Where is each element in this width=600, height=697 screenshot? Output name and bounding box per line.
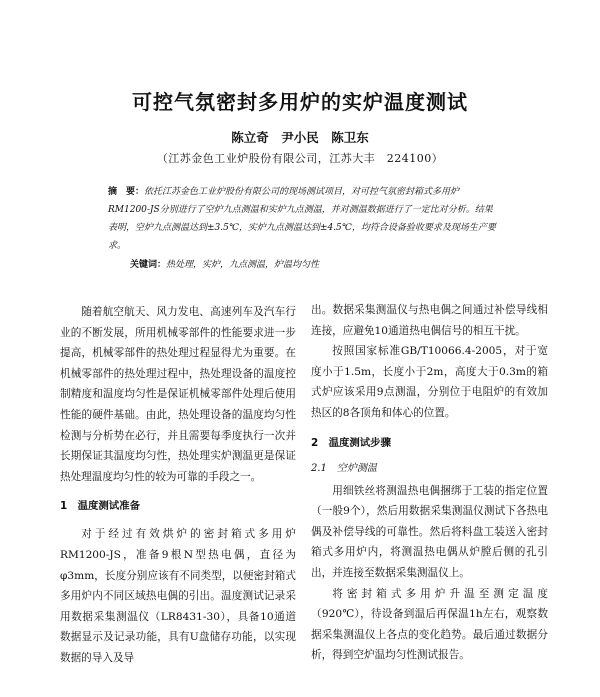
abstract-text: 依托江苏金色工业炉股份有限公司的现场测试项目，对可控气氛密封箱式多用炉RM1200-JS分别进行了空炉九点测温和实炉九点测温，并对测温数据进行了一定比对分析。结果表明，空炉九点测温达到±3.5℃，实炉九点测温达到±4.5℃，均符合设备验收要求及现场生产要求。 [108, 187, 496, 251]
abstract-label: 摘 要： [108, 187, 145, 197]
standard-paragraph: 按照国家标准GB/T10066.4-2005，对于宽度小于1.5m，长度小于2m，高度大于0.3m的箱式炉应该采用9点测温，分别位于电阻炉的有效加热区的8各顶角和体心的位置。 [311, 345, 548, 419]
heating-paragraph: 将密封箱式多用炉升温至测定温度（920℃），待设备到温后再保温1h左右，观察数据采集测温仪上各点的变化趋势。最后通过数据分析，得到空炉温均匀性测试报告。 [311, 587, 548, 662]
affiliation: （江苏金色工业炉股份有限公司，江苏大丰 224100） [156, 152, 444, 165]
authors: 陈立奇 尹小民 陈卫东 [231, 130, 369, 145]
paper-title: 可控气氛密封多用炉的实炉温度测试 [132, 90, 468, 114]
section-heading-2: 2 温度测试步骤 [311, 436, 391, 449]
abstract [108, 183, 500, 255]
intro-paragraph: 随着航空航天、风力发电、高速列车及汽车行业的不断发展，所用机械零部件的性能要求进一步提高，机械零部件的热处理过程显得尤为重要。在机械零部件的热处理过程中，热处理设备的温度控制精度和温度均匀性是保证机械零部件处理后使用性能的硬件基础。由此，热处理设备的温度均匀性检测与分析势在必行，并且需要每季度执行一次并长期保证其温度均匀性，热处理实炉测温更是保证热处理温度均匀性的较为可靠的手段之一。 [60, 306, 296, 483]
keywords-text: 热处理，实炉，九点测温，炉温均匀性 [166, 260, 320, 270]
subsection-heading-2-1: 2.1 空炉测温 [311, 462, 377, 474]
keywords [130, 258, 500, 272]
section1-paragraph: 对于经过有效烘炉的密封箱式多用炉RM1200-JS，准备9根N型热电偶，直径为φ3mm，长度分别应该有不同类型，以便密封箱式多用炉内不同区域热电偶的引出。温度测试记录采用数据采集测温仪（LR8431-30），具备10通道数据显示及记录功能，具有U盘储存功能，以实现数据的导入及导 [60, 528, 296, 664]
empty-furnace-paragraph: 用细铁丝将测温热电偶捆绑于工装的指定位置（一般9个），然后用数据采集测温仪测试下各热电偶及补偿导线的可靠性。然后将料盘工装送入密封箱式多用炉内，将测温热电偶从炉膛后侧的孔引出，并连接至数据采集测温仪上。 [311, 484, 548, 579]
right-column [311, 300, 548, 666]
left-column [60, 302, 296, 669]
section1-paragraph-cont: 出。数据采集测温仪与热电偶之间通过补偿导线相连接，应避免10通道热电偶信号的相互干扰。 [311, 304, 548, 337]
section-heading-1: 1 温度测试准备 [60, 500, 140, 513]
keywords-label: 关键词： [130, 260, 167, 270]
